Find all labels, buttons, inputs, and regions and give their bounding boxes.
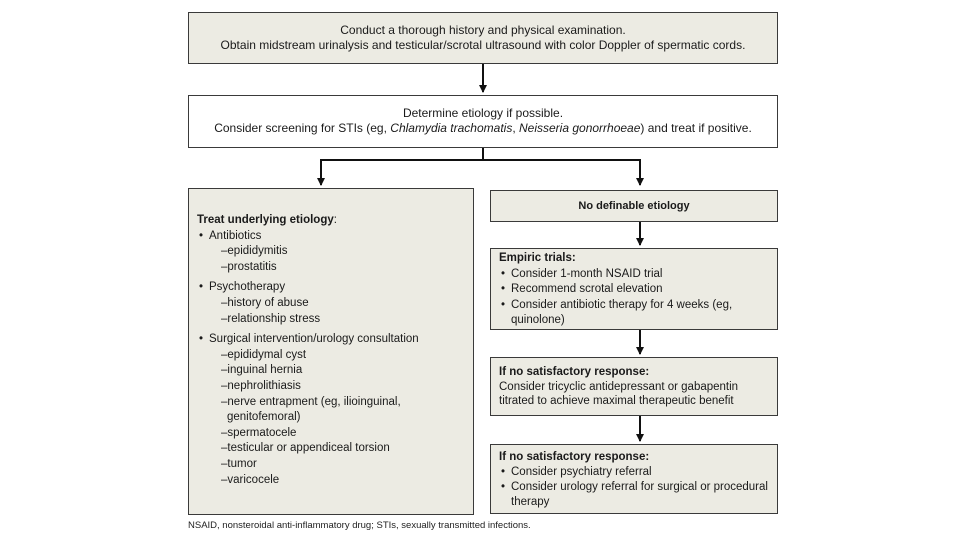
group-surgical — [197, 332, 465, 488]
treat-etiology-box — [188, 188, 474, 515]
determine-etiology-line1: Determine etiology if possible. — [402, 106, 564, 120]
no-etiology-title: No definable etiology — [578, 200, 690, 212]
sti-screening-line — [189, 121, 777, 136]
list-item: • Consider antibiotic therapy for 4 weeks (eg, quinolone) — [499, 298, 769, 329]
list-item: • Consider psychiatry referral — [499, 465, 769, 480]
list-item: – relationship stress — [215, 312, 465, 328]
sti-text-pre: Consider screening for STIs (eg, — [214, 121, 391, 135]
list-item: – tumor — [215, 457, 465, 473]
list-item: • Consider urology referral for surgical or procedural therapy — [499, 480, 769, 510]
treat-etiology-title-text: Treat underlying etiology — [197, 214, 334, 226]
empiric-trials-title: Empiric trials: — [499, 252, 576, 264]
footnote: NSAID, nonsteroidal anti-inflammatory drug; STIs, sexually transmitted infections. — [188, 520, 531, 531]
group-antibiotics — [197, 229, 465, 276]
history-exam-box — [188, 12, 778, 64]
list-item: – prostatitis — [215, 260, 465, 276]
organism-neisseria: Neisseria gonorrhoeae — [519, 121, 641, 135]
list-item: – epididymal cyst — [215, 348, 465, 364]
list-item: • Recommend scrotal elevation — [499, 282, 769, 298]
list-item: – testicular or appendiceal torsion — [215, 441, 465, 457]
treat-etiology-title-colon: : — [333, 214, 337, 226]
response2-title: If no satisfactory response: — [499, 451, 650, 463]
list-item: – inguinal hernia — [215, 363, 465, 379]
empiric-trials-box — [490, 248, 778, 330]
list-item: – history of abuse — [215, 296, 465, 312]
list-item: – spermatocele — [215, 426, 465, 442]
treat-etiology-title — [197, 213, 465, 229]
list-item: – nerve entrapment (eg, ilioinguinal, genitofemoral) — [215, 395, 465, 426]
determine-etiology-box — [188, 95, 778, 148]
no-etiology-box — [490, 190, 778, 222]
response1-title: If no satisfactory response: — [499, 366, 650, 378]
sti-text-sep: , — [512, 121, 519, 135]
list-item: – nephrolithiasis — [215, 379, 465, 395]
group-psychotherapy — [197, 280, 465, 327]
list-item: – varicocele — [215, 473, 465, 489]
group-antibiotics-label: Antibiotics — [209, 229, 262, 242]
group-psychotherapy-label: Psychotherapy — [209, 281, 286, 294]
organism-chlamydia: Chlamydia trachomatis — [390, 121, 513, 135]
sti-text-post: ) and treat if positive. — [640, 121, 752, 135]
response1-text: Consider tricyclic antidepressant or gabapentin titrated to achieve maximal therapeutic benefit — [499, 380, 739, 407]
history-exam-line1: Conduct a thorough history and physical examination. — [340, 23, 626, 37]
history-exam-line2: Obtain midstream urinalysis and testicular/scrotal ultrasound with color Doppler of spermatic cords. — [220, 38, 746, 52]
response1-box — [490, 357, 778, 416]
list-item: • Consider 1-month NSAID trial — [499, 267, 769, 283]
response2-box — [490, 444, 778, 514]
list-item: – epididymitis — [215, 244, 465, 260]
group-surgical-label: Surgical intervention/urology consultation — [209, 333, 419, 346]
